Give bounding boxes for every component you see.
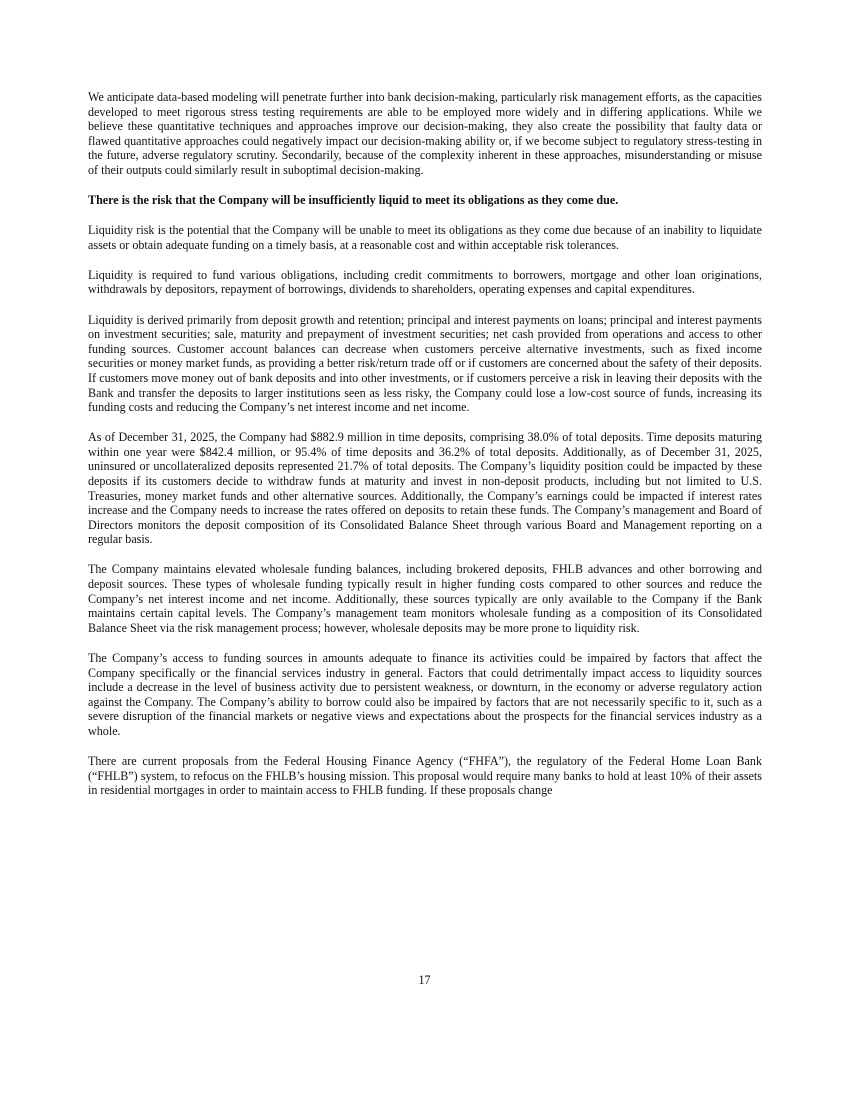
paragraph-liquidity-sources: Liquidity is derived primarily from deposit growth and retention; principal and interest payments on loans; principal and interest payments on investment securities; sale, maturity and prepayment of investment securities; net cash provided from operations and access to other funding sources. Customer account balances can decrease when customers perceive alternative investments, such as fixed income securities or money market funds, as providing a better risk/return trade off or if customers are concerned about the safety of their deposits. If customers move money out of bank deposits and into other investments, or if customers perceive a risk in leaving their deposits with the Bank and transfer the deposits to larger institutions seen as less risky, the Company could lose a low-cost source of funds, increasing its funding costs and reducing the Company’s net interest income and net income. bbox=[88, 312, 762, 415]
page-number: 17 bbox=[418, 973, 431, 987]
paragraph-fhfa-proposals: There are current proposals from the Federal Housing Finance Agency (“FHFA”), the regulatory of the Federal Home Loan Bank (“FHLB”) system, to refocus on the FHLB’s housing mission. This proposal would require many banks to hold at least 10% of their assets in residential mortgages in order to maintain access to FHLB funding. If these proposals change bbox=[88, 753, 762, 798]
paragraph-time-deposits: As of December 31, 2025, the Company had $882.9 million in time deposits, comprising 38.0% of total deposits. Time deposits maturing within one year were $842.4 million, or 95.4% of time deposits and 36.2% of total deposits. Additionally, as of December 31, 2025, uninsured or uncollateralized deposits represented 21.7% of total deposits. The Company’s liquidity position could be impacted by these deposits if its customers decide to withdraw funds at maturity and invest in non-deposit products, including but not limited to U.S. Treasuries, money market funds and other alternative sources. Additionally, the Company’s earnings could be impacted if interest rates increase and the Company needs to increase the rates offered on deposits to retain these funds. The Company’s management and Board of Directors monitors the deposit composition of its Consolidated Balance Sheet through various Board and Management reporting on a regular basis. bbox=[88, 430, 762, 547]
paragraph-liquidity-obligations: Liquidity is required to fund various obligations, including credit commitments to borrowers, mortgage and other loan originations, withdrawals by depositors, repayment of borrowings, dividends to shareholders, operating expenses and capital expenditures. bbox=[88, 267, 762, 297]
paragraph-liquidity-risk-definition: Liquidity risk is the potential that the Company will be unable to meet its obligations as they come due because of an inability to liquidate assets or obtain adequate funding on a timely basis, at a reasonable cost and within acceptable risk tolerances. bbox=[88, 223, 762, 252]
paragraph-wholesale-funding: The Company maintains elevated wholesale funding balances, including brokered deposits, FHLB advances and other borrowing and deposit sources. These types of wholesale funding typically result in higher funding costs compared to other sources and reduce the Company’s net interest income and net income. Additionally, these sources typically are only available to the Company if the Bank maintains certain capital levels. The Company’s management team monitors wholesale funding as a composition of its Consolidated Balance Sheet via the risk management process; however, wholesale deposits may be more prone to liquidity risk. bbox=[88, 562, 762, 635]
document-page bbox=[88, 90, 762, 813]
section-heading-liquidity-risk: There is the risk that the Company will be insufficiently liquid to meet its obligations as they come due. bbox=[88, 193, 619, 208]
paragraph-funding-access: The Company’s access to funding sources in amounts adequate to finance its activities could be impaired by factors that affect the Company specifically or the financial services industry in general. Factors that could detrimentally impact access to liquidity sources include a decrease in the level of business activity due to persistent weakness, or downturn, in the economy or adverse regulatory action against the Company. The Company’s ability to borrow could also be impaired by factors that are not necessarily specific to it, such as a severe disruption of the financial markets or negative views and expectations about the prospects for the financial services industry as a whole. bbox=[88, 650, 762, 738]
paragraph-data-modeling: We anticipate data-based modeling will penetrate further into bank decision-making, particularly risk management efforts, as the capacities developed to meet rigorous stress testing requirements are able to be employed more widely and in differing applications. While we believe these quantitative techniques and approaches improve our decision-making, they also create the possibility that faulty data or flawed quantitative approaches could negatively impact our decision-making ability or, if we become subject to regulatory stress-testing in the future, adverse regulatory scrutiny. Secondarily, because of the complexity inherent in these approaches, misunderstanding or misuse of their outputs could similarly result in suboptimal decision-making. bbox=[88, 90, 762, 177]
